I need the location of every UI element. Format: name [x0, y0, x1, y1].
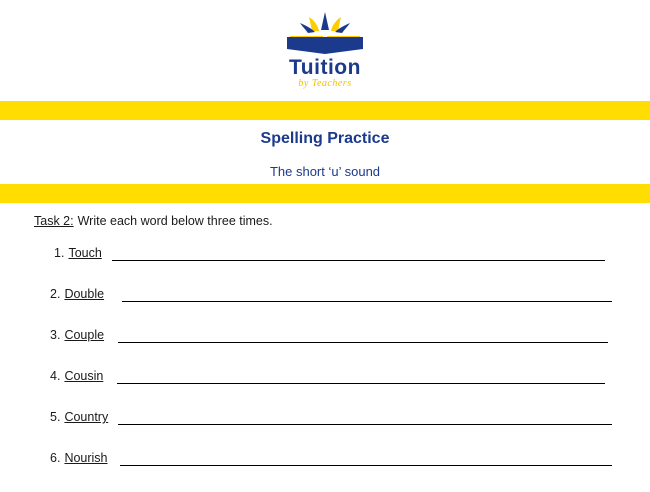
logo-wordmark: Tuition [289, 56, 361, 79]
word-number: 1. [54, 246, 65, 260]
task-label: Task 2: [34, 214, 74, 228]
task-instruction [34, 214, 273, 228]
word-term: Double [64, 287, 105, 301]
yellow-bar-bottom [0, 184, 650, 203]
writing-line[interactable] [118, 328, 608, 343]
open-book-with-rays-logo-icon [282, 10, 368, 56]
writing-line[interactable] [120, 451, 612, 466]
word-number: 4. [50, 369, 61, 383]
word-term: Touch [68, 246, 102, 260]
list-item [0, 410, 650, 451]
yellow-bar-top [0, 101, 650, 120]
word-term: Couple [64, 328, 105, 342]
word-number: 3. [50, 328, 61, 342]
word-number: 5. [50, 410, 61, 424]
page-subtitle: The short ‘u’ sound [269, 164, 381, 179]
word-list [0, 246, 650, 492]
list-item [0, 328, 650, 369]
word-term: Cousin [64, 369, 104, 383]
word-number: 6. [50, 451, 61, 465]
writing-line[interactable] [117, 369, 605, 384]
list-item [0, 287, 650, 328]
page-title: Spelling Practice [260, 130, 390, 147]
writing-line[interactable] [112, 246, 605, 261]
brand-logo [0, 10, 650, 98]
list-item [0, 246, 650, 287]
task-text: Write each word below three times. [77, 214, 273, 228]
word-term: Nourish [64, 451, 108, 465]
writing-line[interactable] [118, 410, 612, 425]
list-item [0, 451, 650, 492]
logo-tagline: by Teachers [298, 78, 352, 89]
writing-line[interactable] [122, 287, 612, 302]
list-item [0, 369, 650, 410]
word-term: Country [64, 410, 109, 424]
word-number: 2. [50, 287, 61, 301]
